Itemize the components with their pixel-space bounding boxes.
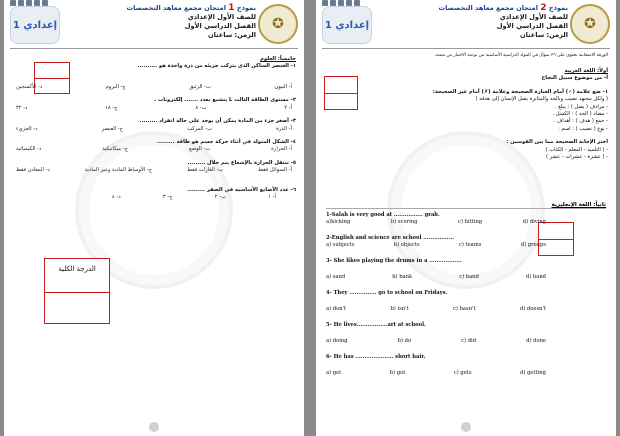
science-section bbox=[74, 54, 296, 71]
option-d[interactable]: د- المعادن فقط bbox=[16, 167, 50, 174]
answer-options bbox=[326, 370, 606, 377]
option-a[interactable]: a) subjects bbox=[326, 242, 355, 248]
option-a[interactable]: أ- الذرة bbox=[276, 125, 292, 132]
option-b[interactable]: b) scoring bbox=[390, 219, 418, 225]
option-a[interactable]: a) sand bbox=[326, 274, 346, 280]
question-text: ٦- عدد الأصابع الأساسية في الصقر ......... bbox=[187, 186, 296, 193]
header-text bbox=[398, 4, 568, 40]
page-number-badge bbox=[461, 422, 471, 432]
question-text: ١- العنصر الساكن الذي يتركب جزيئه من ذرة واحدة هو .......... bbox=[137, 63, 296, 70]
option-c[interactable]: c) hitting bbox=[458, 219, 483, 225]
logo-text: إعدادي 1 bbox=[324, 19, 370, 31]
option-c[interactable]: c) did bbox=[461, 338, 477, 344]
grade-label: للصف الأول الإعدادي bbox=[499, 13, 568, 21]
option-d[interactable]: د- الأكسجين bbox=[16, 84, 43, 90]
english-section-title: ثانياً: اللغة الإنجليزية bbox=[551, 202, 606, 208]
option-d[interactable]: d) getting bbox=[520, 370, 546, 376]
question-text: اختر الإجابة الصحيحة مما بين القوسين : bbox=[506, 139, 608, 146]
exam-page-left bbox=[4, 0, 304, 436]
calculator-icon bbox=[10, 0, 16, 6]
option-d[interactable]: d) diving bbox=[522, 219, 546, 225]
option-c[interactable]: ج- ميكانيكية bbox=[102, 146, 129, 153]
question-text: ٥- تنتقل الحرارة بالإشعاع يتم خلال ......... bbox=[187, 159, 296, 166]
option-b[interactable]: ب- ٨ bbox=[195, 104, 207, 111]
subsection-title: أ- من موضوع سبيل النجاح bbox=[541, 75, 608, 82]
total-score-box bbox=[44, 258, 110, 324]
option-b[interactable]: ب- الغازات فقط bbox=[187, 167, 224, 174]
answer-options bbox=[12, 84, 296, 91]
exam-page-right bbox=[316, 0, 616, 436]
option-c[interactable]: ج- ١٨ bbox=[105, 104, 118, 111]
option-a[interactable]: أ- الحرارة bbox=[271, 146, 292, 153]
term-label: الفصل الدراسي الأول bbox=[496, 22, 568, 30]
option-c[interactable]: c) teams bbox=[458, 242, 482, 248]
question-text: 3- She likes playing the drums in a .................. bbox=[326, 258, 462, 264]
term-label: الفصل الدراسي الأول bbox=[184, 22, 256, 30]
question-text: 6- He has ..................... short hair. bbox=[326, 354, 426, 360]
option-d[interactable]: د- ٣٢ bbox=[16, 104, 28, 111]
model-number: 1 bbox=[228, 3, 235, 13]
option-d[interactable]: d) doesn't bbox=[519, 306, 546, 312]
option-c[interactable]: ج- الأوساط المادية وغير المادية bbox=[84, 167, 153, 174]
question-text: ٣- أصغر جزء من المادة يمكن أن يوجد على حالة انفراد ......... bbox=[139, 118, 296, 125]
option-b[interactable]: b) isn't bbox=[390, 306, 409, 312]
instructions bbox=[324, 52, 608, 59]
answer-options bbox=[12, 126, 296, 133]
answer-options bbox=[12, 146, 296, 153]
option-c[interactable]: c) hasn't bbox=[453, 306, 476, 312]
answer-options bbox=[326, 219, 606, 226]
option-a[interactable]: أ- النيون bbox=[274, 84, 292, 90]
question-text: 4- They ............... go to school on Fridays. bbox=[326, 290, 448, 296]
option-b[interactable]: b) bank bbox=[392, 274, 413, 280]
option-b[interactable]: ب- الزئبق bbox=[189, 84, 211, 90]
idadi-logo bbox=[10, 6, 60, 44]
option-d[interactable]: d) done bbox=[526, 338, 546, 344]
question-text: ٤- الشكل المتولد في أثناء حركة جسم هو طاقة ......... bbox=[156, 139, 296, 146]
question-text: ٢- مستوى الطاقة الثالث L يتشبع بعدد ....... إلكترونات . bbox=[154, 97, 296, 104]
idadi-logo bbox=[322, 6, 372, 44]
option-d[interactable]: d) hand bbox=[525, 274, 546, 280]
option-b[interactable]: ب- المركب bbox=[187, 125, 212, 132]
option-c[interactable]: ج- ٣ bbox=[162, 194, 173, 201]
option-c[interactable]: ج- البروم bbox=[105, 84, 126, 90]
option-a[interactable]: a)kicking bbox=[326, 219, 351, 225]
option-a[interactable]: أ- السوائل فقط bbox=[258, 167, 292, 174]
option-b[interactable]: b) got bbox=[389, 370, 406, 376]
instructions-text: الورقة الامتحانية تحتوي على ٣٦ سؤال في المواد الدراسية الأساسية من نوعية الاختيار من متعدد bbox=[434, 53, 608, 58]
option-b[interactable]: b) do bbox=[397, 338, 412, 344]
option-a[interactable]: أ- ١ bbox=[268, 194, 276, 201]
ministry-seal-icon: ✪ bbox=[570, 4, 610, 44]
arabic-section bbox=[416, 66, 608, 161]
statement: - ( عشرة - عشرات - عشر ) bbox=[545, 154, 608, 161]
statement: - مضاد ( الجد ) : الكسل . bbox=[552, 111, 608, 118]
option-c[interactable]: c) gets bbox=[453, 370, 472, 376]
statement: - جمع ( هدف ) : أهداف . bbox=[553, 118, 608, 125]
question-text: 2-English and science are school ................. bbox=[326, 235, 454, 241]
time-label: الزمن: ساعتان bbox=[207, 31, 256, 39]
model-number: 2 bbox=[540, 3, 547, 13]
header-divider bbox=[322, 48, 610, 49]
answer-options bbox=[326, 242, 606, 249]
section-title: أولاً: اللغة العربية bbox=[564, 68, 608, 74]
answer-options bbox=[12, 167, 296, 174]
option-b[interactable]: ب- الوضع bbox=[188, 146, 211, 153]
answer-options bbox=[12, 194, 296, 201]
option-a[interactable]: أ- ٢ bbox=[284, 104, 292, 111]
passage-text: ( ولكل مجتهد نصيب وبالجد والمثابرة يصل الإنسان إلى هدفه ) bbox=[475, 96, 608, 103]
header-divider bbox=[10, 48, 298, 49]
option-a[interactable]: a) doing bbox=[326, 338, 348, 344]
total-score-label: الدرجة الكلية bbox=[58, 265, 96, 273]
answer-options bbox=[326, 274, 606, 281]
answer-options bbox=[12, 105, 296, 112]
page-header bbox=[316, 0, 616, 50]
score-box bbox=[324, 76, 358, 110]
science-questions bbox=[12, 84, 296, 201]
english-questions bbox=[326, 212, 606, 377]
option-b[interactable]: b) objects bbox=[393, 242, 420, 248]
header-title: نموذج 2 امتحان مجمع معاهد التخصصات bbox=[438, 3, 568, 13]
ministry-seal-icon: ✪ bbox=[258, 4, 298, 44]
grade-label: للصف الأول الإعدادي bbox=[187, 13, 256, 21]
answer-options bbox=[326, 338, 606, 345]
option-c[interactable]: c) band bbox=[459, 274, 479, 280]
header-title: نموذج 1 امتحان مجمع معاهد التخصصات bbox=[126, 3, 256, 13]
page-number-badge bbox=[149, 422, 159, 432]
time-label: الزمن: ساعتان bbox=[519, 31, 568, 39]
statement: - نوع ( نصيب ) : اسم . bbox=[558, 125, 608, 132]
statement: - مرادف ( يصل ) : يبلغ . bbox=[555, 103, 608, 110]
option-d[interactable]: د- الكيميائية bbox=[16, 146, 42, 153]
section-title: خامساً: العلوم bbox=[260, 56, 296, 62]
option-b[interactable]: ب- ٢ bbox=[214, 194, 226, 201]
logo-text: إعدادي 1 bbox=[12, 19, 58, 31]
page-header bbox=[4, 0, 304, 50]
question-text: 5- He lives.................art at school. bbox=[326, 322, 426, 328]
option-d[interactable]: د- الجزيء bbox=[16, 125, 38, 132]
question-text: ١- ضع علامة (✓) أمام العبارة الصحيحة وعلامة (✗) أمام غير الصحيحة: bbox=[432, 88, 608, 95]
statement: - ( التلميذ - المعلم - الكتاب ) bbox=[545, 146, 608, 153]
answer-options bbox=[326, 306, 606, 313]
section-divider bbox=[326, 208, 606, 209]
option-a[interactable]: a) get bbox=[326, 370, 342, 376]
option-a[interactable]: a) don't bbox=[326, 306, 347, 312]
option-d[interactable]: د- ٤ bbox=[112, 194, 121, 201]
header-text bbox=[86, 4, 256, 40]
calculator-icon bbox=[322, 0, 328, 6]
option-d[interactable]: d) groups bbox=[520, 242, 546, 248]
question-text: 1-Salah is very good at ................ grab. bbox=[326, 212, 440, 218]
option-c[interactable]: ج- العنصر bbox=[101, 125, 124, 132]
